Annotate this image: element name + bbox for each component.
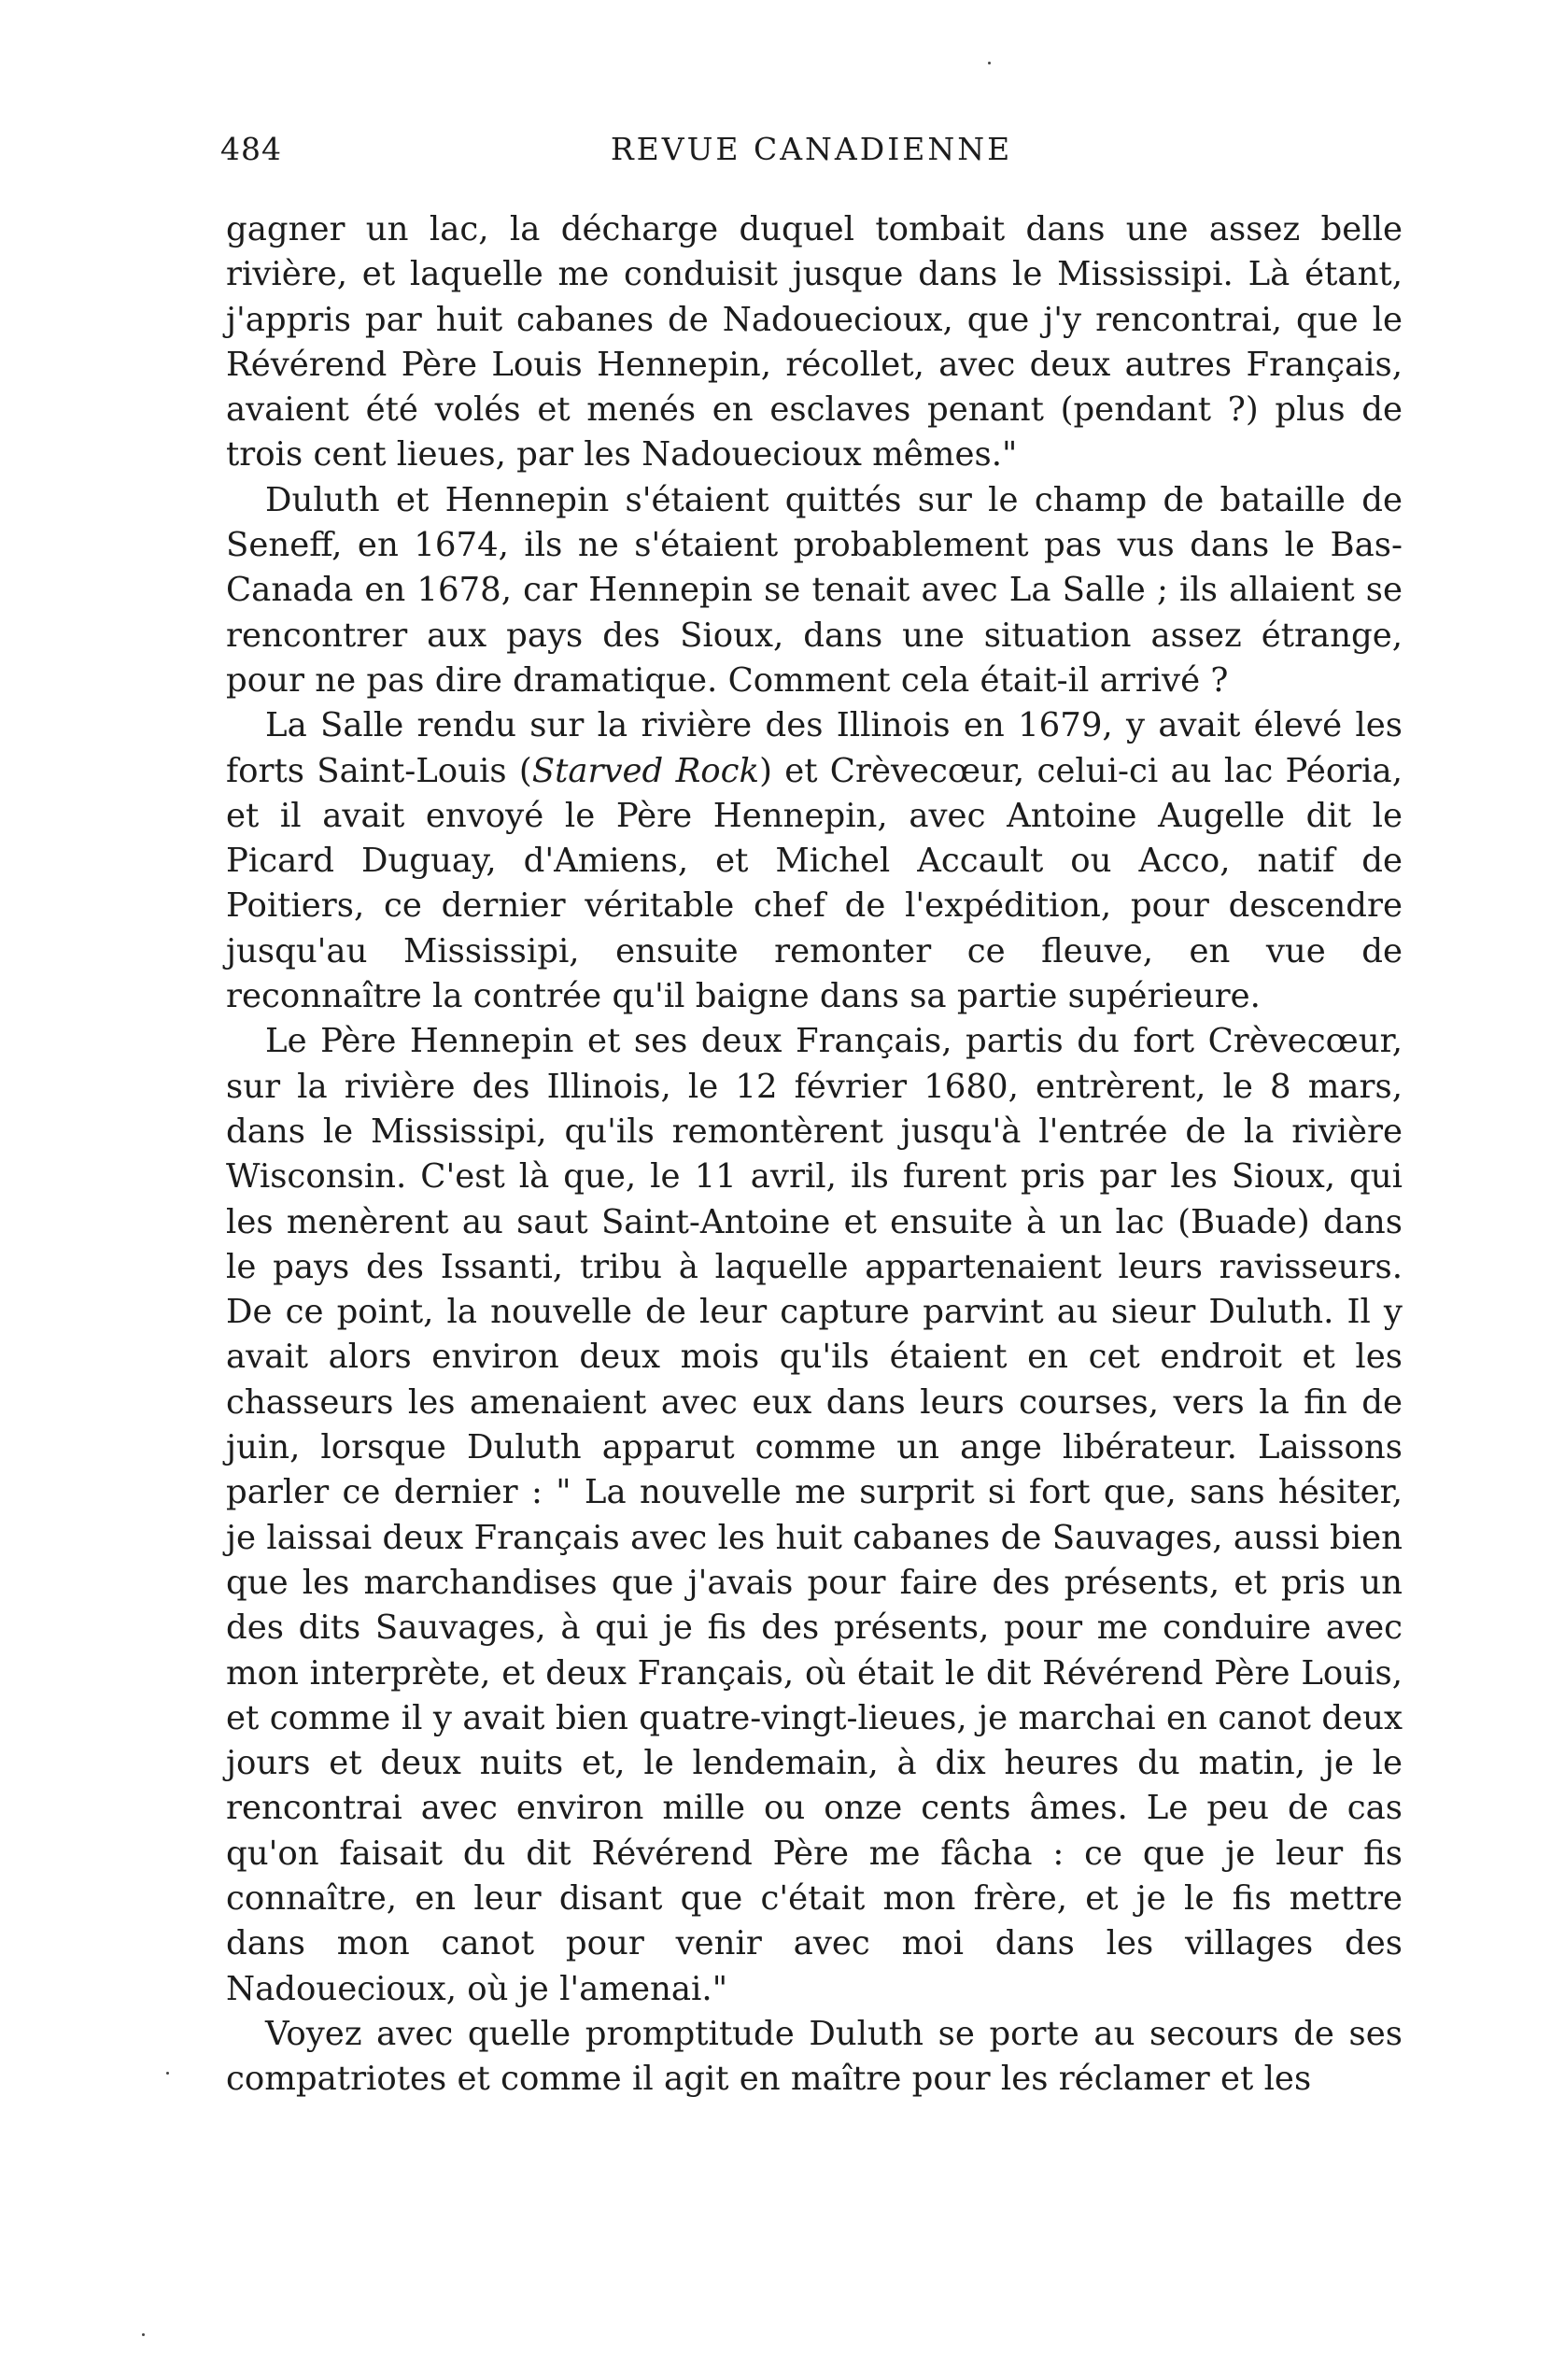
- paragraph-3-italic: Starved Rock: [531, 751, 760, 790]
- paragraph-4: Le Père Hennepin et ses deux Français, partis du fort Crèvecœur, sur la rivière des Illinois, le 12 février 1680, entrèrent, le 8 mars, dans le Mississipi, qu'ils remontèrent jusqu'à l'entrée de la rivière Wisconsin. C'est là que, le 11 avril, ils furent pris par les Sioux, qui les menèrent au saut Saint-Antoine et ensuite à un lac (Buade) dans le pays des Issanti, tribu à laquelle appartenaient leurs ravisseurs. De ce point, la nouvelle de leur capture parvint au sieur Duluth. Il y avait alors environ deux mois qu'ils étaient en cet endroit et les chasseurs les amenaient avec eux dans leurs courses, vers la fin de juin, lorsque Duluth apparut comme un ange libérateur. Laissons parler ce dernier : " La nouvelle me surprit si fort que, sans hésiter, je laissai deux Français avec les huit cabanes de Sauvages, aussi bien que les marchandises que j'avais pour faire des présents, et pris un des dits Sauvages, à qui je fis des présents, pour me conduire avec mon interprète, et deux Français, où était le dit Révérend Père Louis, et comme il y avait bien quatre-vingt-lieues, je marchai en canot deux jours et deux nuits et, le lendemain, à dix heures du matin, je le rencontrai avec environ mille ou onze cents âmes. Le peu de cas qu'on faisait du dit Révérend Père me fâcha : ce que je leur fis connaître, en leur disant que c'était mon frère, et je le fis mettre dans mon canot pour venir avec moi dans les villages des Nadouecioux, où je l'amenai.": [226, 1022, 1403, 2008]
- paragraph-3: [226, 703, 1403, 1019]
- paper-speck: [142, 2333, 145, 2336]
- running-title: REVUE CANADIENNE: [610, 131, 1013, 167]
- paragraph-3-text-b: ) et Crèvecœur, celui-ci au lac Péoria, et il avait envoyé le Père Hennepin, avec Antoine Augelle dit le Picard Duguay, d'Amiens, et Michel Accault ou Acco, natif de Poitiers, ce dernier véritable chef de l'expédition, pour descendre jusqu'au Mississipi, ensuite remonter ce fleuve, en vue de reconnaître la contrée qu'il baigne dans sa partie supérieure.: [226, 751, 1403, 1016]
- body-text: [226, 207, 1403, 2102]
- paragraph-3-text-a: La Salle rendu sur la rivière des Illinois en 1679, y avait élevé les forts Saint-Louis (: [226, 706, 1403, 790]
- paragraph-1: gagner un lac, la décharge duquel tombait dans une assez belle rivière, et laquelle me conduisit jusque dans le Mississipi. Là étant, j'appris par huit cabanes de Nadouecioux, que j'y rencontrai, que le Révérend Père Louis Hennepin, récollet, avec deux autres Français, avaient été volés et menés en esclaves penant (pendant ?) plus de trois cent lieues, par les Nadouecioux mêmes.": [226, 210, 1403, 475]
- page-header: [220, 131, 1403, 183]
- paragraph-2: Duluth et Hennepin s'étaient quittés sur le champ de bataille de Seneff, en 1674, ils ne s'étaient probablement pas vus dans le Bas-Canada en 1678, car Hennepin se tenait avec La Salle ; ils allaient se rencontrer aux pays des Sioux, dans une situation assez étrange, pour ne pas dire dramatique. Comment cela était-il arrivé ?: [226, 480, 1403, 700]
- paper-speck: [166, 2072, 169, 2075]
- paragraph-5: Voyez avec quelle promptitude Duluth se porte au secours de ses compatriotes et comme il agit en maître pour les réclamer et les: [226, 2014, 1403, 2099]
- page-number: 484: [220, 131, 282, 167]
- paper-speck: [988, 62, 991, 64]
